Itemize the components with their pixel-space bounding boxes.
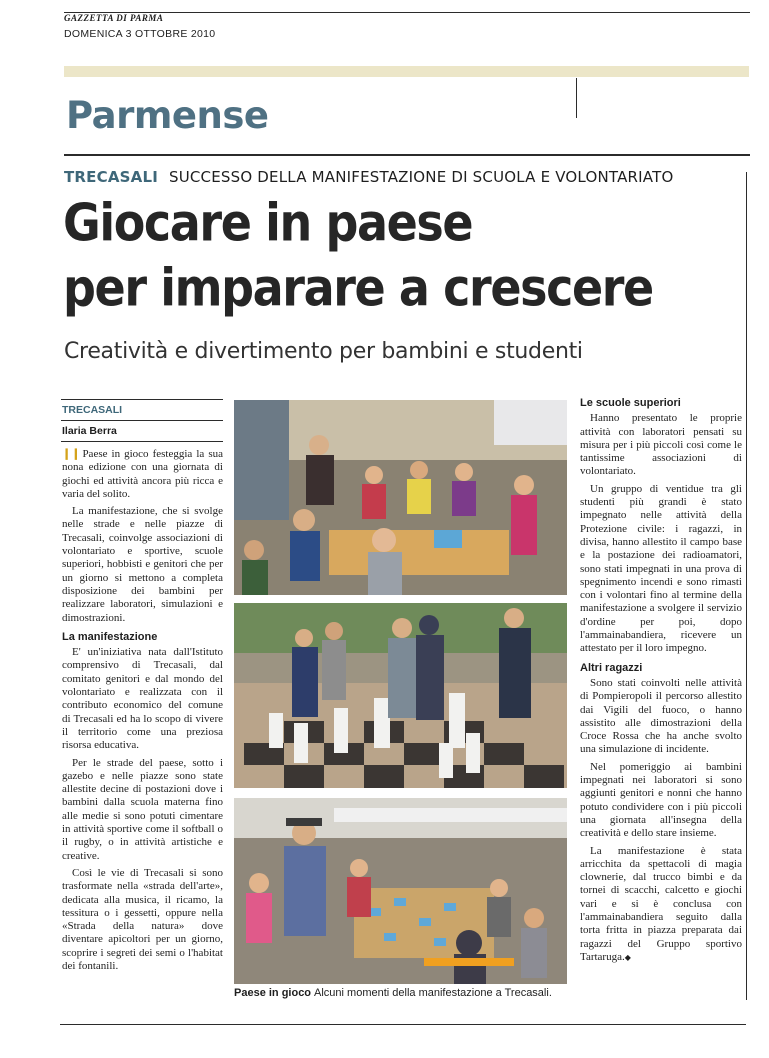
bottom-rule — [60, 1024, 746, 1025]
column-1 — [62, 448, 223, 977]
top-rule — [64, 12, 750, 13]
right-border — [746, 172, 747, 1000]
col1-subheading: La manifestazione — [62, 630, 158, 643]
subheadline: Creatività e divertimento per bambini e studenti — [64, 339, 583, 364]
kicker-text: SUCCESSO DELLA MANIFESTAZIONE DI SCUOLA E VOLONTARIATO — [168, 168, 674, 186]
col3-paragraph: Nel pomeriggio ai bambini impegnati nei laboratori si sono aggiunti genitori e nonni che hanno potuto condividere con i più piccoli una giornata all'insegna della creatività e dello stare insieme. — [580, 760, 742, 840]
headline-line-1: Giocare in paese — [63, 192, 473, 253]
section-title: Parmense — [66, 94, 269, 137]
caption-title: Paese in gioco — [234, 987, 312, 999]
end-mark-icon: ◆ — [624, 952, 631, 962]
byline-rule-mid — [61, 420, 223, 421]
col1-paragraph: Per le strade del paese, sotto i gazebo e nelle piazze sono state allestite decine di postazioni dove i bambini dalla scuola materna fino alle medie si sono potuti cimentare in attività sportive come il softball o il rugby, o in attività artistiche e creative. — [62, 756, 223, 862]
col1-paragraph: Così le vie di Trecasali si sono trasformate nella «strada dell'arte», dedicata alla musica, il ricamo, la tessitura o i gessetti, oppure nella «Strada della natura» dove diventare apicoltori per un giorno, scoprire i segreti dei semi o l'habitat dei fontanili. — [62, 866, 223, 972]
kicker — [64, 168, 673, 186]
byline-rule-bottom — [61, 441, 223, 442]
byline-place: TRECASALI — [62, 404, 123, 416]
col1-paragraph: E' un'iniziativa nata dall'Istituto comprensivo di Trecasali, dal comitato genitori e dal mondo del volontariato e realizzata con il contributo economico del comune di Trecasali ed ha lo scopo di vivere il territorio come una preziosa risorsa educativa. — [62, 646, 223, 752]
col1-paragraph: ❙❙ Paese in gioco festeggia la sua nona edizione con una giornata di giochi ed attività ancora più ricca e varia del solito. — [62, 448, 223, 500]
headline — [63, 190, 743, 320]
newspaper-name: GAZZETTA DI PARMA — [64, 13, 164, 23]
col3-paragraph: La manifestazione è stata arricchita da spettacoli di magia clownerie, dal trucco bimbi e da tornei di scacchi, calcetto e giochi vari e si è conclusa con l'ammainabandiera seguito dalla torta fritta in piazza preparata dai ragazzi del Gruppo sportivo Tartaruga.◆ — [580, 844, 742, 963]
header-band — [64, 66, 749, 77]
photo-street-tables — [234, 798, 567, 984]
col3-paragraph: Un gruppo di ventidue tra gli studenti più grandi è stato impegnato nelle attività della Protezione civile: i ragazzi, in divisa, hanno allestito il campo base e la postazione dei radioamatori, sono stati impegnati in una prova di spegnimento incendi e sono rimasti con i volontari fino al termine della manifestazione a svolgere il servizio d'ordine per poi, dopo l'ammainabandiera, ricevere un attestato per il loro impegno. — [580, 482, 742, 655]
col3-subheading: Le scuole superiori — [580, 397, 681, 409]
photo-caption — [234, 987, 552, 999]
band-divider — [576, 78, 577, 118]
caption-text: Alcuni momenti della manifestazione a Trecasali. — [314, 987, 552, 999]
section-rule — [64, 154, 750, 156]
col3-paragraph: Sono stati coinvolti nelle attività di Pompieropoli il percorso allestito dai Vigili del fuoco, o hanno assistito alle dimostrazioni della Croce Rossa che ha anche svolto una simulazione di incidente. — [580, 676, 742, 756]
byline-rule-top — [61, 399, 223, 400]
kicker-place: TRECASALI — [64, 168, 158, 186]
byline-author: Ilaria Berra — [62, 425, 117, 437]
issue-date: DOMENICA 3 OTTOBRE 2010 — [64, 28, 216, 40]
lead-marker-icon: ❙❙ — [62, 448, 81, 460]
headline-line-2: per imparare a crescere — [63, 257, 653, 318]
col3-paragraph: Hanno presentato le proprie attività con laboratori pensati su misura per i più piccoli così come le tantissime associazioni di volontariato. — [580, 412, 742, 478]
photo-children-crafts — [234, 400, 567, 595]
col3-subheading: Altri ragazzi — [580, 661, 643, 674]
column-3 — [580, 397, 742, 968]
col1-paragraph: La manifestazione, che si svolge nelle strade e nelle piazze di Trecasali, coinvolge associazioni di volontariato e sportive, scuole superiori, hobbisti e genitori che per un giorno si mettono a completa disposizione dei bambini per realizzare laboratori, simulazioni e dimostrazioni. — [62, 505, 223, 624]
photo-giant-chess — [234, 603, 567, 788]
